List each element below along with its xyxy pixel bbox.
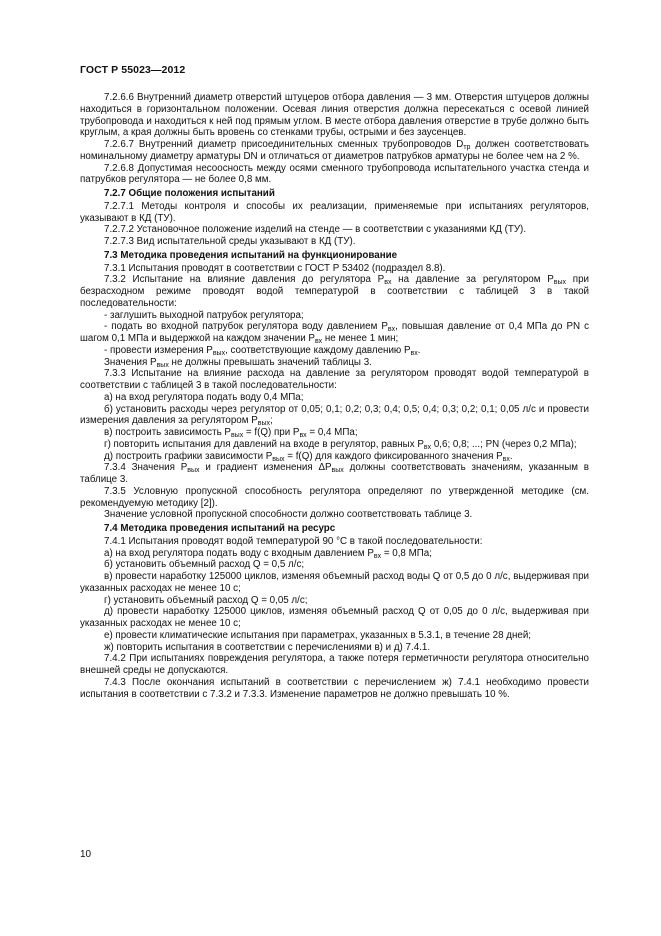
- list-item: г) установить объемный расход Q = 0,05 л/с;: [104, 594, 308, 606]
- list-item: б) установить расходы через регулятор от 0,05; 0,1; 0,2; 0,3; 0,4; 0,5; 0,4; 0,3; 0,2; 0,1; 0,05 л/с и провести измерения давления за регулятором $P_{вых}$;: [80, 403, 589, 428]
- paragraph: 7.2.6.7 Внутренний диаметр присоединительных сменных трубопроводов $D_{тр}$ должен соответствовать номинальному диаметру арматуры DN и отличаться от диаметров патрубков арматуры не более чем на 2 %.: [80, 139, 589, 162]
- list-item: - заглушить выходной патрубок регулятора;: [104, 309, 304, 321]
- paragraph: 7.4.2 При испытаниях повреждения регулятора, а также потеря герметичности регулятора относительно внешней среды не допускаются.: [80, 653, 589, 676]
- paragraph: 7.3.5 Условную пропускной способность регулятора определяют по утвержденной методике (см. рекомендуемую методику [2]).: [80, 485, 589, 509]
- list-item: а) на вход регулятора подать воду с входным давлением $P_{вх} = 0,8$ МПа;: [104, 547, 432, 560]
- paragraph: 7.2.6.8 Допустимая несоосность между осями сменного трубопровода испытательного участка стенда и патрубков регулятора — не более 0,8 мм.: [80, 162, 589, 186]
- paragraph: Значение условной пропускной способности должно соответствовать таблице 3.: [104, 509, 473, 521]
- list-item: - подать во входной патрубок регулятора воду давлением $P_{вх}$, повышая давление от 0,4 МПа до PN с шагом 0,1 МПа и выдержкой на каждом значении $P_{вх}$ не менее 1 мин;: [80, 321, 589, 345]
- list-item: д) построить графики зависимости $P_{вых} = f(Q)$ для каждого фиксированного значения $P_{вх}$.: [104, 450, 513, 463]
- section-heading: 7.3 Методика проведения испытаний на функционирование: [104, 249, 398, 261]
- list-item: - провести измерения $P_{вых}$, соответствующие каждому давлению $P_{вх}$.: [104, 344, 421, 357]
- section-heading: 7.4 Методика проведения испытаний на ресурс: [104, 523, 336, 534]
- paragraph: 7.3.2 Испытание на влияние давления до регулятора $P_{вх}$ на давление за регулятором $P_{вых}$ при безрасходном режиме проводят водой температурой в соответствии с таблицей 3 в такой последовательности:: [80, 274, 590, 309]
- list-item: в) построить зависимость $P_{вых} = f(Q)$ при $P_{вх} = 0,4$ МПа;: [104, 427, 358, 439]
- list-item: д) провести наработку 125000 циклов, изменяя объемный расход Q от 0,05 до 0 л/с, выдерживая при указанных расходах не менее 10 с;: [80, 606, 589, 629]
- list-item: а) на вход регулятора подать воду 0,4 МПа;: [104, 391, 304, 403]
- paragraph: 7.2.7.1 Методы контроля и способы их реализации, применяемые при испытаниях регуляторов, указывают в КД (ТУ).: [80, 200, 589, 224]
- list-item: г) повторить испытания для давлений на входе в регулятор, равных $P_{вх}$ 0,6; 0,8; ...; PN (через 0,2 МПа);: [104, 438, 577, 451]
- page-number: 10: [80, 849, 92, 860]
- list-item: ж) повторить испытания в соответствии с перечислениями в) и д) 7.4.1.: [104, 641, 431, 653]
- list-item: в) провести наработку 125000 циклов, изменяя объемный расход воды Q от 0,5 до 0 л/с, выдерживая при указанных расходах не менее 10 с;: [80, 571, 589, 594]
- page-header-standard-title: ГОСТ Р 55023—2012: [80, 64, 186, 76]
- paragraph: 7.2.7.3 Вид испытательной среды указывают в КД (ТУ).: [104, 236, 356, 247]
- paragraph: 7.4.1 Испытания проводят водой температурой 90 °С в такой последовательности:: [104, 535, 483, 547]
- paragraph: 7.4.3 После окончания испытаний в соответствии с перечислением ж) 7.4.1 необходимо провести испытания в соответствии с 7.3.2 и 7.3.3. Изменение параметров не должно превышать 10 %.: [80, 676, 589, 700]
- section-heading: 7.2.7 Общие положения испытаний: [104, 188, 275, 199]
- paragraph: 7.2.6.6 Внутренний диаметр отверстий штуцеров отбора давления — 3 мм. Отверстия штуцеров должны находиться в горизонтальном положении. Осевая линия отверстия должна пересекаться с осевой линией трубопровода и находиться к ней под прямым углом. В месте отбора давления отверстие в трубе должно быть круглым, а края должны быть вровень со стенками трубы, острыми и без заусенцев.: [80, 92, 589, 139]
- paragraph: 7.3.1 Испытания проводят в соответствии с ГОСТ Р 53402 (подраздел 8.8).: [104, 262, 446, 274]
- paragraph: Значения $P_{вых}$ не должны превышать значений таблицы 3.: [104, 356, 372, 369]
- list-item: е) провести климатические испытания при параметрах, указанных в 5.3.1, в течение 28 дней;: [104, 629, 532, 641]
- paragraph: 7.3.3 Испытание на влияние расхода на давление за регулятором проводят водой температурой в соответствии с таблицей 3 в такой последовательности:: [80, 368, 589, 391]
- document-body: [80, 92, 589, 700]
- list-item: б) установить объемный расход Q = 0,5 л/с;: [104, 559, 305, 571]
- paragraph: 7.3.4 Значения $P_{вых}$ и градиент изменения $\Delta P_{вых}$ должны соответствовать значениям, указанным в таблице 3.: [80, 462, 589, 485]
- paragraph: 7.2.7.2 Установочное положение изделий на стенде — в соответствии с указаниями КД (ТУ).: [104, 224, 527, 236]
